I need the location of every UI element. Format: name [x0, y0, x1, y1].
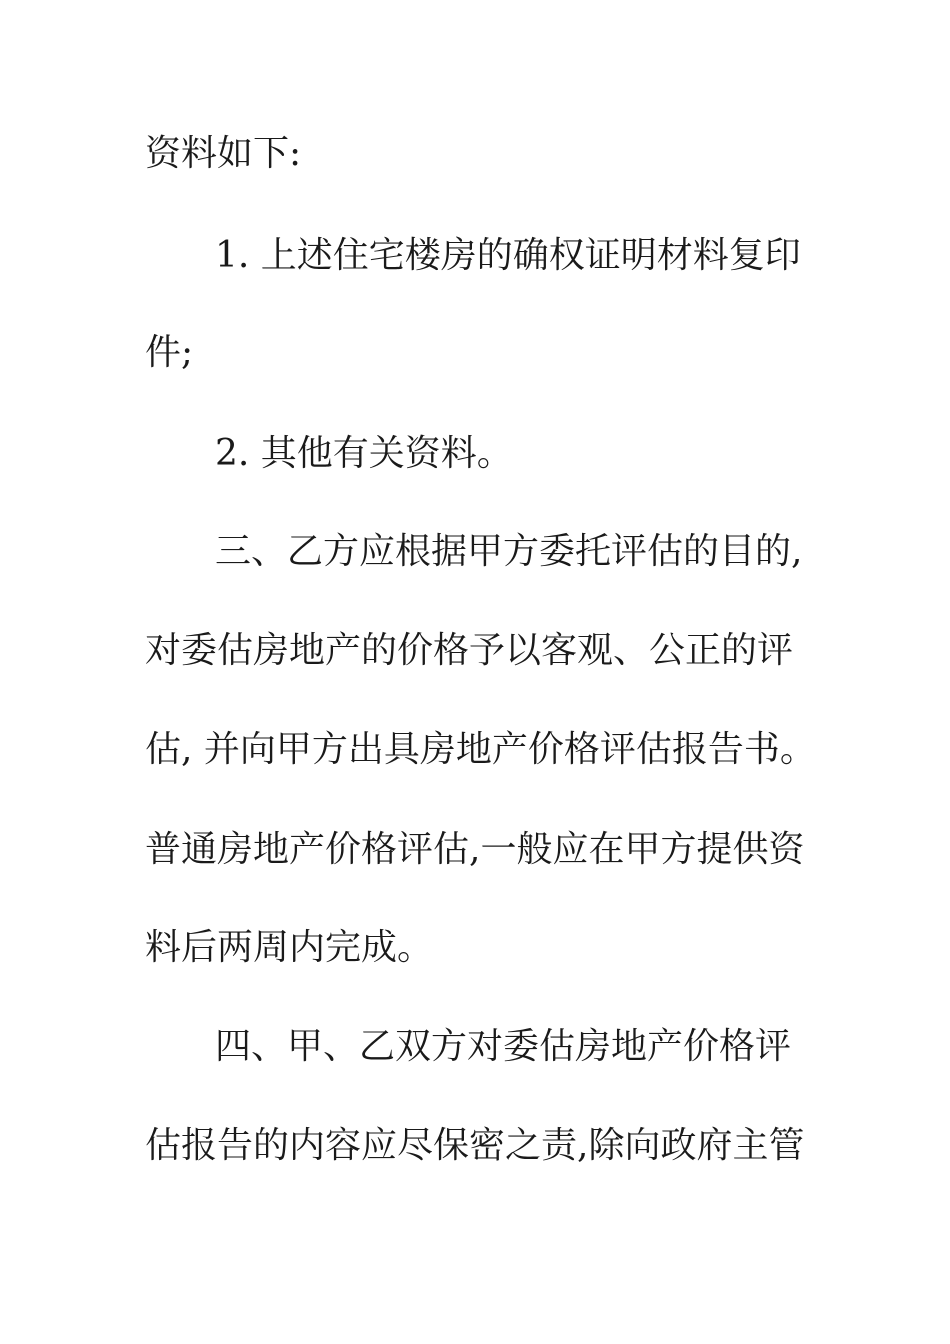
text-line-3: 件; [145, 332, 194, 373]
text-line-7: 估, 并向甲方出具房地产价格评估报告书。 [145, 729, 816, 770]
text-line-4: 2. 其他有关资料。 [215, 433, 513, 474]
text-line-8: 普通房地产价格评估,一般应在甲方提供资 [145, 829, 805, 870]
text-line-9: 料后两周内完成。 [145, 927, 434, 968]
text-line-5: 三、乙方应根据甲方委托评估的目的, [215, 531, 803, 572]
text-line-6: 对委估房地产的价格予以客观、公正的评 [145, 630, 794, 671]
text-line-1: 资料如下: [145, 133, 302, 174]
text-line-11: 估报告的内容应尽保密之责,除向政府主管 [145, 1125, 805, 1166]
text-line-2: 1. 上述住宅楼房的确权证明材料复印 [215, 235, 801, 276]
text-line-10: 四、甲、乙双方对委估房地产价格评 [215, 1026, 792, 1067]
